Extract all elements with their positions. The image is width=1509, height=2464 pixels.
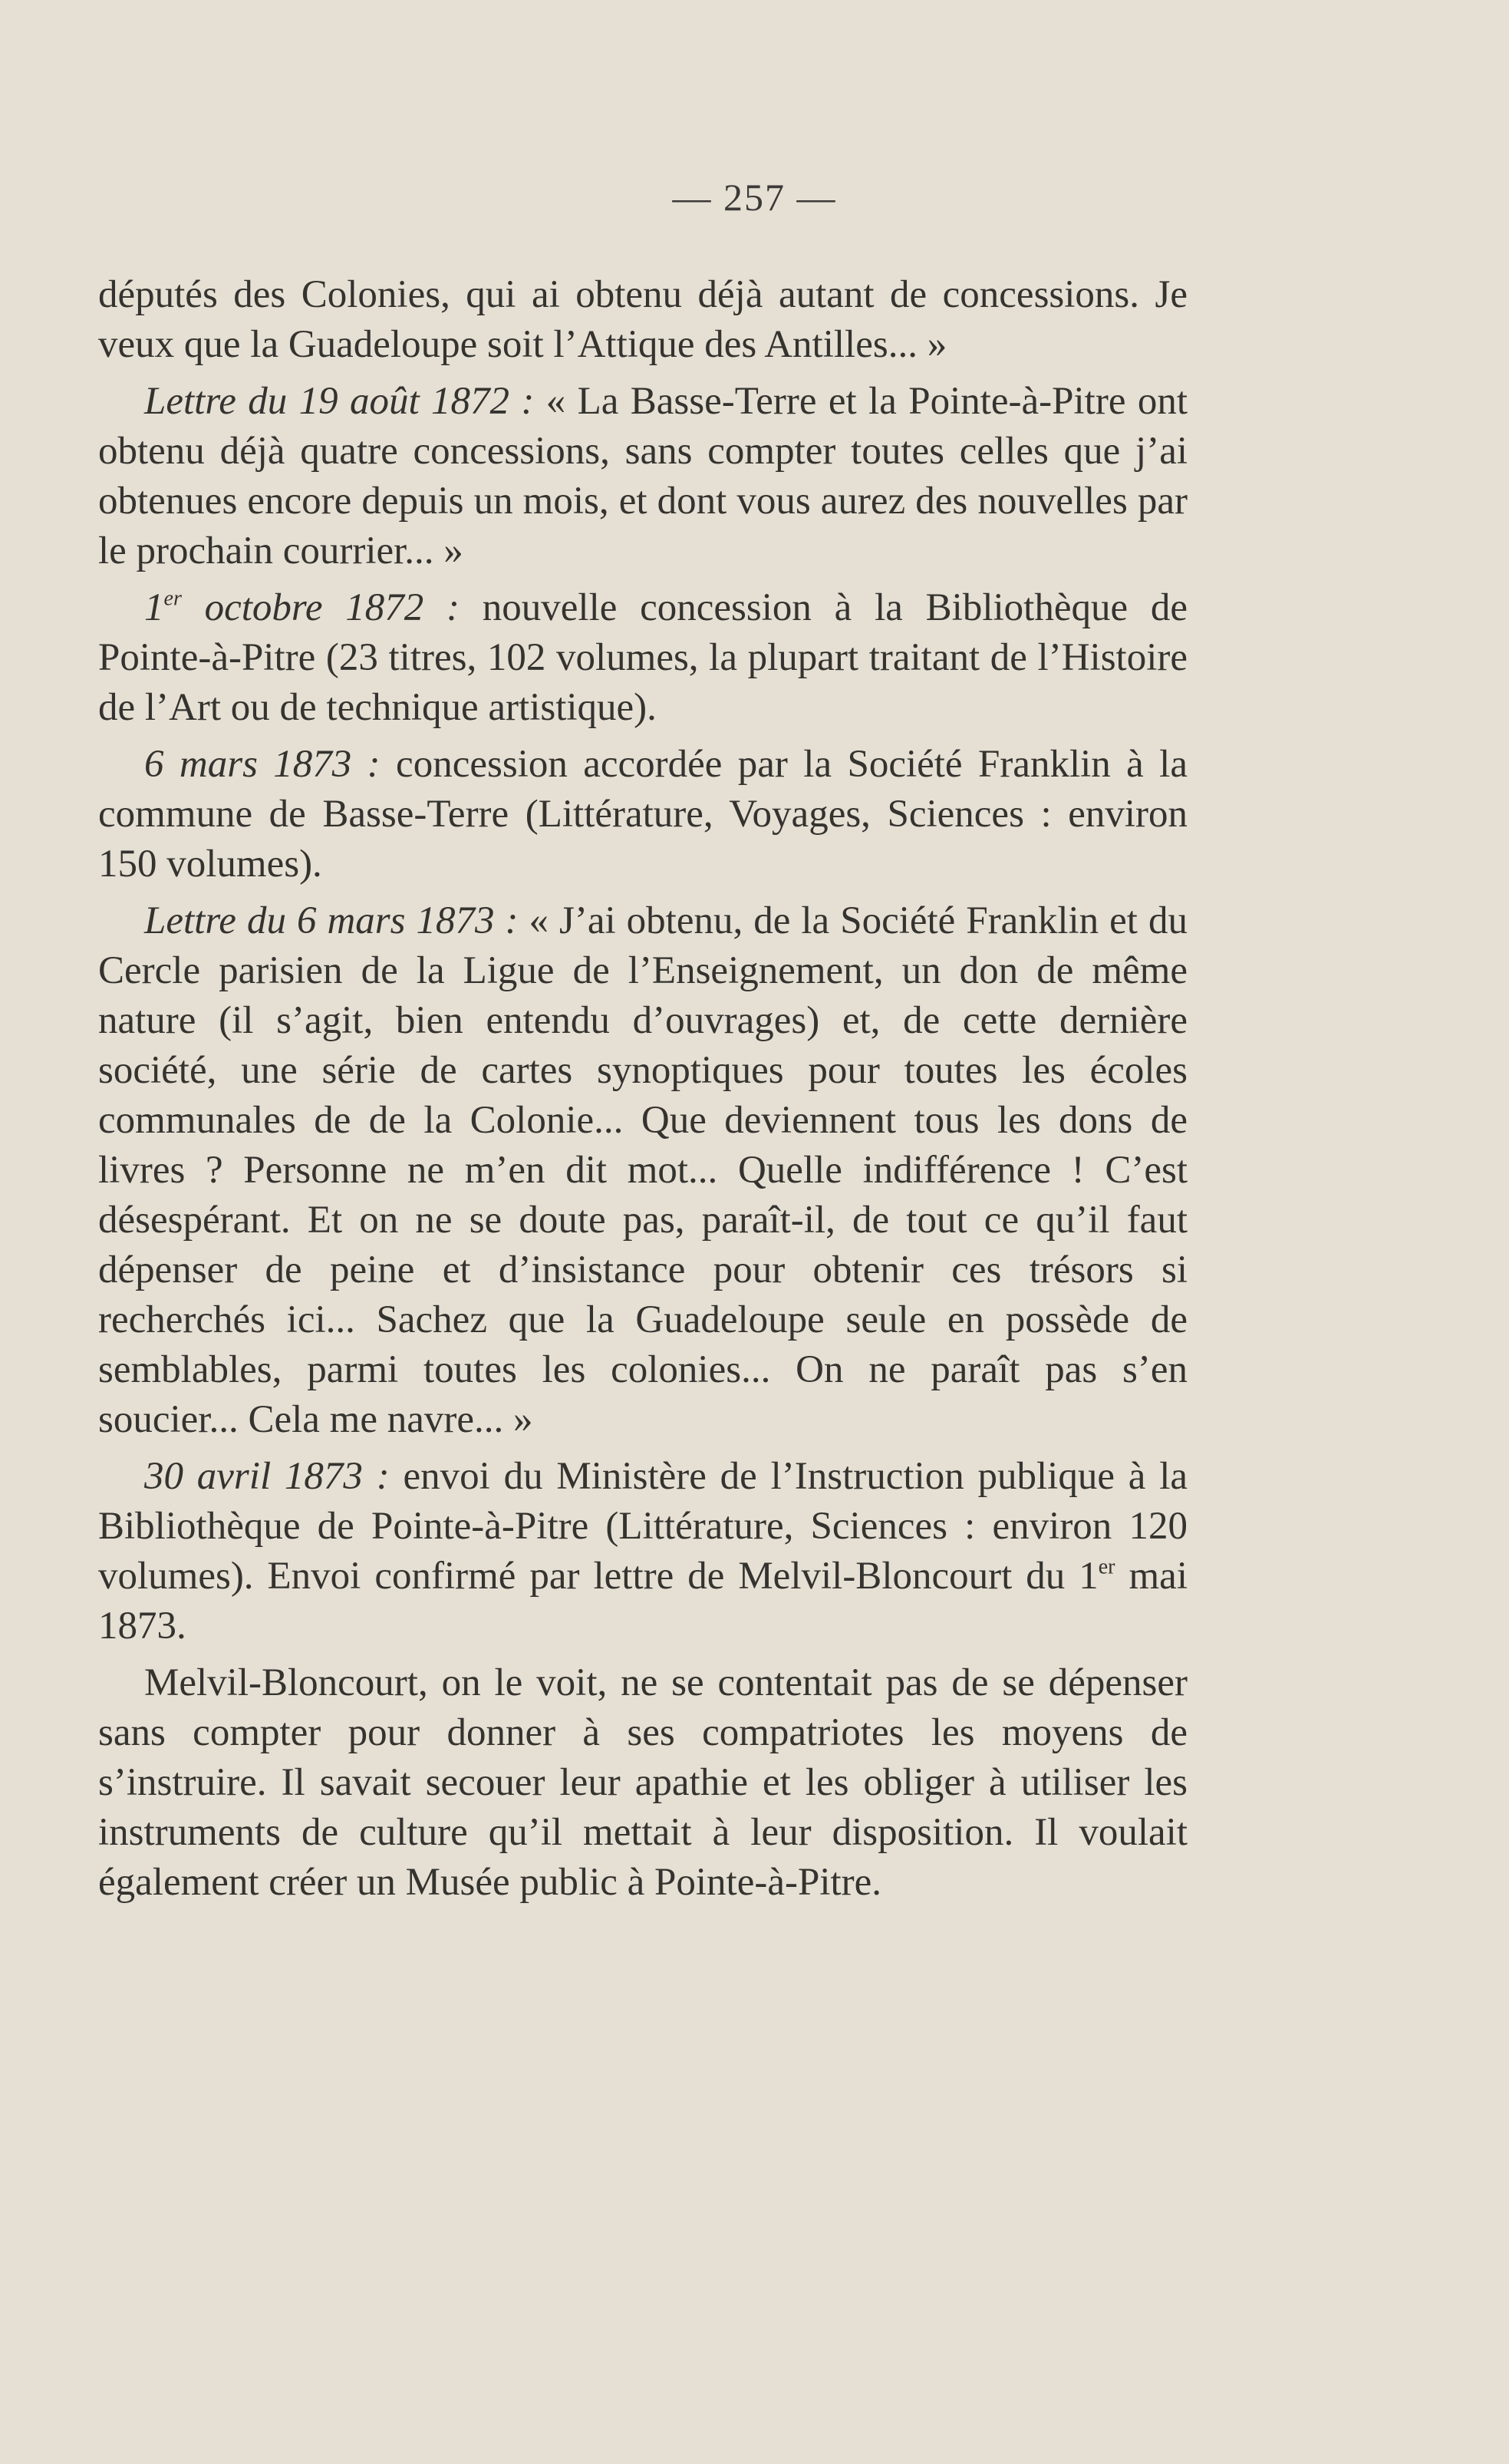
paragraph-3-date [144, 586, 460, 629]
paragraph-7 [98, 1658, 1188, 1908]
paragraph-6-text-end: mai 1873. [98, 1555, 1188, 1648]
paragraph-6 [98, 1452, 1188, 1651]
paragraph-2-text: « La Basse-Terre et la Pointe-à-Pitre ont obtenu déjà quatre concessions, sans compter toutes celles que j’ai obtenues encore depuis un mois, et dont vous aurez des nouvelles par le prochain courrier... » [98, 380, 1188, 572]
paragraph-4 [98, 740, 1188, 889]
paragraph-3-date-day: 1 [144, 586, 164, 629]
paragraph-6-text: envoi du Ministère de l’Instruction publique à la Bibliothèque de Pointe-à-Pitre (Littérature, Sciences : environ 120 volumes). Envoi confirmé par lettre de Melvil-Bloncourt du 1 [98, 1455, 1188, 1598]
paragraph-5-date: Lettre du 6 mars 1873 : [144, 899, 519, 942]
paragraph-6-date: 30 avril 1873 : [144, 1455, 390, 1498]
paragraph-3-date-sup: er [163, 586, 182, 611]
paragraph-6-text-sup: er [1098, 1555, 1115, 1579]
paragraph-3 [98, 583, 1188, 733]
paragraph-3-date-rest: octobre 1872 : [181, 586, 460, 629]
paragraph-2-date: Lettre du 19 août 1872 : [144, 380, 535, 423]
paragraph-4-date: 6 mars 1873 : [144, 743, 381, 786]
paragraph-1-text: députés des Colonies, qui ai obtenu déjà autant de concessions. Je veux que la Guadeloupe soit l’Attique des Antilles... » [98, 273, 1188, 366]
paragraph-7-text: Melvil-Bloncourt, on le voit, ne se contentait pas de se dépenser sans compter pour donner à ses compatriotes les moyens de s’instruire. Il savait secouer leur apathie et les obliger à utiliser les instruments de culture qu’il mettait à leur disposition. Il voulait également créer un Musée public à Pointe-à-Pitre. [98, 1661, 1188, 1904]
paragraph-5 [98, 896, 1188, 1445]
paragraph-4-text: concession accordée par la Société Franklin à la commune de Basse-Terre (Littérature, Voyages, Sciences : environ 150 volumes). [98, 743, 1188, 886]
paragraph-2 [98, 377, 1188, 576]
page-number: — 257 — [672, 176, 837, 219]
body-text [98, 270, 1188, 1908]
paragraph-1 [98, 270, 1188, 370]
paragraph-5-text: « J’ai obtenu, de la Société Franklin et du Cercle parisien de la Ligue de l’Enseignement, un don de même nature (il s’agit, bien entendu d’ouvrages) et, de cette dernière société, une série de cartes synoptiques pour toutes les écoles communales de de la Colonie... Que deviennent tous les dons de livres ? Personne ne m’en dit mot... Quelle indifférence ! C’est désespérant. Et on ne se doute pas, paraît-il, de tout ce qu’il faut dépenser de peine et d’insistance pour obtenir ces trésors si recherchés ici... Sachez que la Guadeloupe seule en possède de semblables, parmi toutes les colonies... On ne paraît pas s’en soucier... Cela me navre... » [98, 899, 1188, 1441]
paragraph-3-text: nouvelle concession à la Bibliothèque de Pointe-à-Pitre (23 titres, 102 volumes, la plupart traitant de l’Histoire de l’Art ou de technique artistique). [98, 586, 1188, 729]
